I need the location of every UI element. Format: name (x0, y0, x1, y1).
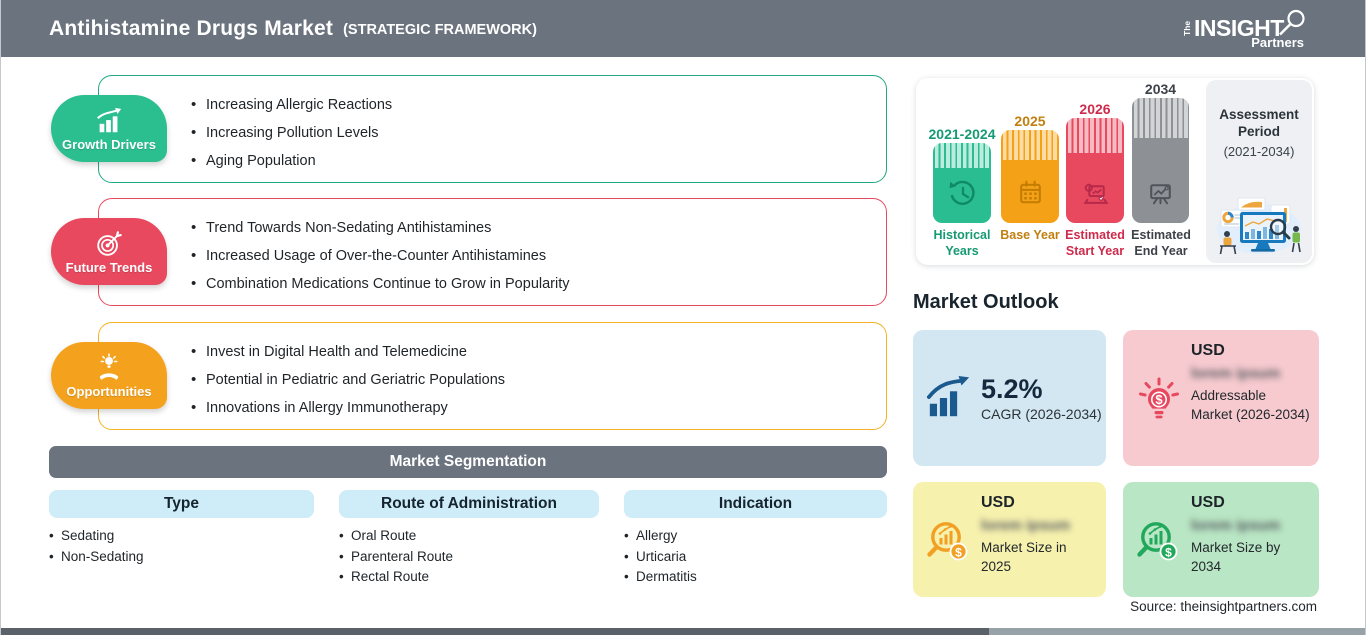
market-segmentation-bar (49, 446, 887, 478)
currency-label: USD (981, 494, 1015, 511)
bar-solid (1001, 160, 1059, 223)
growth-drivers-list (99, 76, 886, 175)
magnifier-dollar-icon (925, 518, 973, 566)
logo-graphic (1183, 9, 1315, 49)
segment-header-label: Indication (718, 495, 793, 512)
target-dart-icon (93, 229, 125, 259)
timeline-caption-end: Estimated End Year (1131, 228, 1191, 258)
addressable-market-card (1123, 330, 1319, 466)
magnifier-dollar-icon (1135, 518, 1183, 566)
timeline-bar-start (1066, 101, 1124, 223)
growth-bars-icon (93, 106, 125, 136)
timeline-caption-historical: Historical Years (933, 228, 991, 258)
logo-magnifier-icon (1289, 11, 1304, 26)
market-segmentation-title: Market Segmentation (389, 453, 547, 470)
source-attribution: Source: theinsightpartners.com (1130, 599, 1317, 614)
list-item: • Increasing Allergic Reactions (191, 91, 886, 119)
list-item: • Combination Medications Continue to Grow in Popularity (191, 270, 886, 298)
timeline-year: 2026 (1079, 101, 1111, 117)
cagr-card (913, 330, 1106, 466)
page-subtitle: (STRATEGIC FRAMEWORK) (343, 22, 537, 38)
list-item: • Sedating (49, 526, 144, 547)
list-item: • Increased Usage of Over-the-Counter Antihistamines (191, 242, 886, 270)
badge-label: Future Trends (65, 259, 153, 275)
route-list (339, 526, 453, 588)
list-item: • Non-Sedating (49, 547, 144, 568)
growth-drivers-badge (51, 95, 167, 162)
presentation-icon (1144, 177, 1177, 210)
cagr-text (981, 375, 1102, 422)
list-item: • Urticaria (624, 547, 697, 568)
market-outlook-title: Market Outlook (913, 291, 1059, 313)
logo-the: The (1183, 20, 1192, 36)
market-size-2034-card (1123, 482, 1319, 597)
page-title: Antihistamine Drugs Market (49, 16, 334, 40)
bar-solid (933, 168, 991, 223)
timeline-year: 2021-2024 (928, 126, 996, 142)
blurred-value: lorem ipsum (981, 517, 1071, 534)
currency-label: USD (1191, 494, 1225, 511)
timeline-bar-historical (928, 126, 996, 223)
card-text (1187, 342, 1311, 458)
list-item: • Allergy (624, 526, 697, 547)
bottom-strip-dark (1, 628, 989, 635)
future-trends-box (98, 198, 887, 306)
assessment-period-panel (1206, 80, 1312, 263)
opportunities-badge (51, 342, 167, 409)
logo-insight: INSIGHT (1194, 15, 1284, 41)
currency-label: USD (1191, 342, 1225, 359)
list-item: • Oral Route (339, 526, 453, 547)
header-bar (1, 0, 1366, 57)
list-item: • Parenteral Route (339, 547, 453, 568)
bar-stripe-top (1001, 130, 1059, 160)
blurred-value: lorem ipsum (1191, 517, 1281, 534)
blurred-value: lorem ipsum (1191, 365, 1281, 382)
history-icon (946, 177, 979, 210)
opportunities-list (99, 323, 886, 422)
assessment-period-title: Assessment (1219, 107, 1299, 122)
list-item: • Trend Towards Non-Sedating Antihistamines (191, 214, 886, 242)
calendar-icon (1014, 177, 1047, 210)
insight-partners-logo (1183, 9, 1315, 49)
badge-label: Growth Drivers (62, 136, 156, 152)
bar-solid (1066, 153, 1124, 223)
badge-label: Opportunities (66, 383, 152, 399)
indication-list (624, 526, 697, 588)
bulb-hand-icon (93, 353, 125, 383)
cagr-label: CAGR (2026-2034) (981, 405, 1102, 422)
timeline-bar-end (1132, 81, 1189, 223)
icon-column (921, 494, 977, 589)
card-label: Market Size in 2025 (981, 540, 1067, 574)
timeline-year: 2034 (1144, 81, 1177, 97)
segment-header-label: Type (163, 495, 200, 512)
future-trends-badge (51, 218, 167, 285)
type-list (49, 526, 144, 567)
list-item: • Potential in Pediatric and Geriatric Populations (191, 366, 886, 394)
assessment-period-range: (2021-2034) (1223, 144, 1295, 159)
list-item: • Innovations in Allergy Immunotherapy (191, 394, 886, 422)
growth-drivers-box (98, 75, 887, 183)
list-item: • Invest in Digital Health and Telemedicine (191, 338, 886, 366)
opportunities-box (98, 322, 887, 430)
bar-stripe-top (933, 143, 991, 168)
logo-partners: Partners (1251, 35, 1304, 49)
card-label: Addressable Market (2026-2034) (1191, 388, 1310, 422)
segment-header-route (339, 490, 599, 518)
analytics-illustration (1214, 195, 1304, 257)
cagr-bars-icon (926, 375, 972, 421)
timeline-caption-base: Base Year (1000, 228, 1060, 242)
future-trends-list (99, 199, 886, 298)
assessment-timeline-card (916, 78, 1314, 265)
laptop-gear-icon (1079, 177, 1112, 210)
segment-header-label: Route of Administration (381, 495, 557, 512)
list-item: • Increasing Pollution Levels (191, 119, 886, 147)
icon-column (1131, 342, 1187, 458)
segment-header-indication (624, 490, 887, 518)
segment-header-type (49, 490, 314, 518)
bar-solid (1132, 138, 1189, 223)
bar-stripe-top (1066, 118, 1124, 153)
card-text (1187, 494, 1311, 589)
cagr-value: 5.2% (981, 373, 1043, 404)
bulb-dollar-icon (1135, 376, 1183, 424)
card-text (977, 494, 1098, 589)
bar-stripe-top (1132, 98, 1189, 138)
list-item: • Rectal Route (339, 567, 453, 588)
market-size-2025-card (913, 482, 1106, 597)
card-label: Market Size by 2034 (1191, 540, 1281, 574)
list-item: • Aging Population (191, 147, 886, 175)
timeline-bar-base (1001, 113, 1059, 223)
bottom-strip-light (989, 628, 1366, 635)
assessment-period-title2: Period (1237, 124, 1280, 139)
list-item: • Dermatitis (624, 567, 697, 588)
timeline-year: 2025 (1014, 113, 1046, 129)
timeline-caption-start: Estimated Start Year (1065, 228, 1125, 258)
icon-column (1131, 494, 1187, 589)
